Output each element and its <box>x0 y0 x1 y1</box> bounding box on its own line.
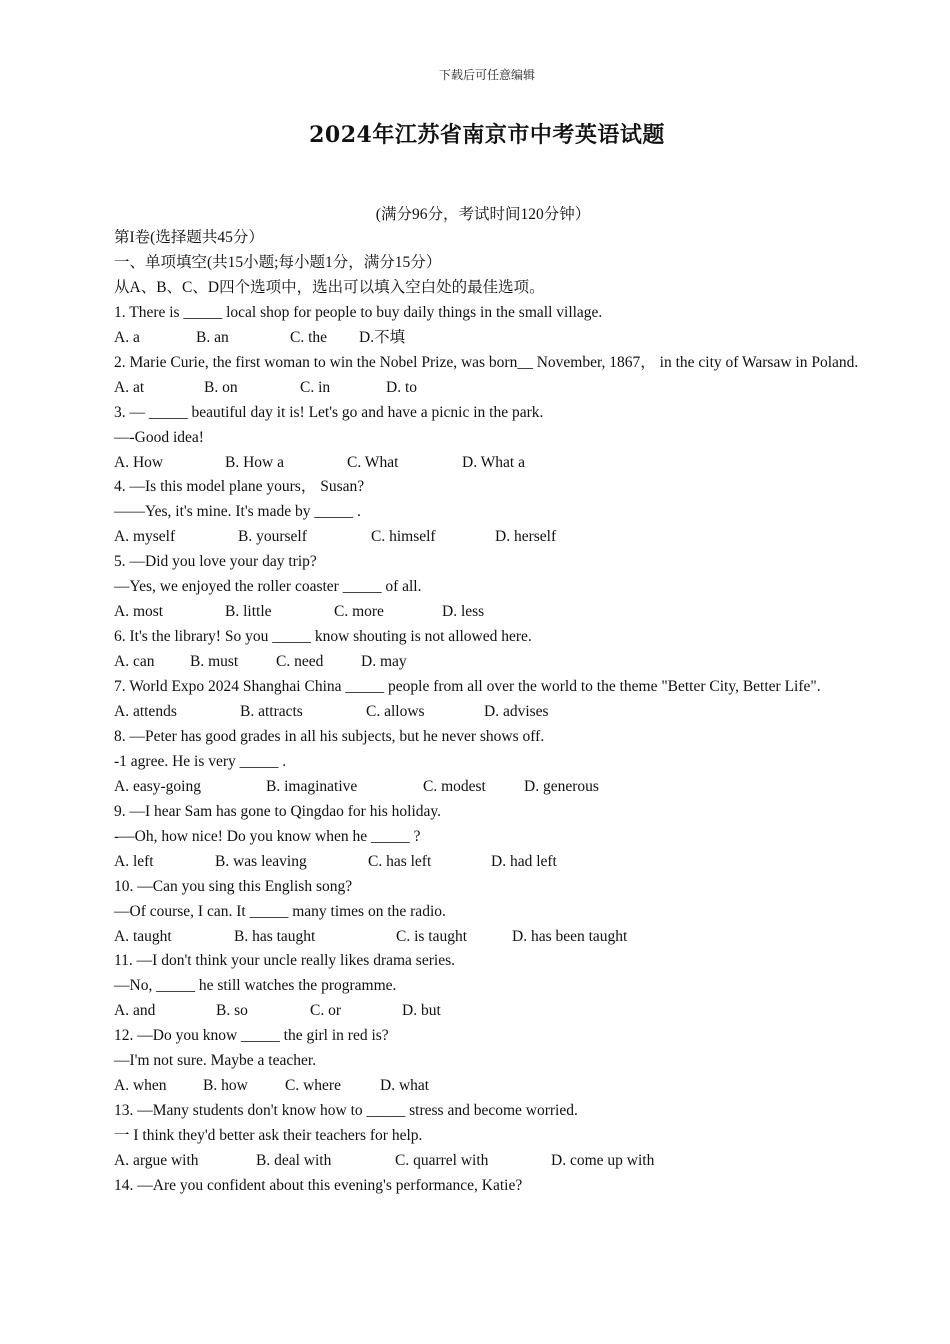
answer-option: B. an <box>196 328 229 346</box>
question-dialogue-line: —No, _____ he still watches the programme. <box>114 977 397 995</box>
question-stem: 4. —Is this model plane yours， Susan? <box>114 478 365 496</box>
answer-option: A. easy-going <box>114 777 201 795</box>
answer-option: C. allows <box>366 703 425 721</box>
answer-option: A. How <box>114 453 164 471</box>
answer-option: A. a <box>114 328 140 346</box>
question-item <box>114 875 866 950</box>
answer-option: B. so <box>216 1002 248 1020</box>
answer-option: A. attends <box>114 703 177 721</box>
answer-option: B. how <box>203 1077 248 1095</box>
answer-option: C. What <box>347 453 399 471</box>
instruction-text: 从A、B、C、D四个选项中，选出可以填入空白处的最佳选项。 <box>114 278 545 296</box>
question-stem: 9. —I hear Sam has gone to Qingdao for his holiday. <box>114 802 442 820</box>
question-dialogue-line: —-Good idea! <box>114 428 204 446</box>
question-item <box>114 800 866 875</box>
question-dialogue-line: -1 agree. He is very _____ . <box>114 752 287 770</box>
answer-option: D. less <box>442 603 485 621</box>
answer-option: C. need <box>276 653 324 671</box>
section-heading: 第I卷(选择题共45分） <box>114 229 264 246</box>
answer-option: B. little <box>225 603 272 621</box>
question-dialogue-line: 一 I think they'd better ask their teachers for help. <box>114 1127 423 1145</box>
answer-options <box>114 650 866 675</box>
question-list <box>114 301 866 1199</box>
answer-options <box>114 600 866 625</box>
question-item <box>114 625 866 675</box>
question-stem: 5. —Did you love your day trip? <box>114 553 317 571</box>
answer-option: A. left <box>114 852 154 870</box>
question-stem: 12. —Do you know _____ the girl in red is? <box>114 1027 389 1045</box>
question-stem: 3. — _____ beautiful day it is! Let's go and have a picnic in the park. <box>114 403 544 421</box>
question-item <box>114 475 866 550</box>
answer-option: C. modest <box>423 777 486 795</box>
answer-options <box>114 925 866 950</box>
answer-option: D. has been taught <box>512 927 628 945</box>
answer-option: A. and <box>114 1002 156 1020</box>
document-body <box>114 226 866 1199</box>
answer-option: D. to <box>386 378 417 396</box>
answer-option: C. or <box>310 1002 341 1020</box>
question-item <box>114 1099 866 1174</box>
answer-option: C. quarrel with <box>395 1152 489 1170</box>
answer-option: A. at <box>114 378 145 396</box>
answer-option: A. can <box>114 653 155 671</box>
question-dialogue-line: —Of course, I can. It _____ many times on the radio. <box>114 902 446 920</box>
answer-option: B. on <box>204 378 238 396</box>
question-stem: 1. There is _____ local shop for people to buy daily things in the small village. <box>114 303 603 321</box>
answer-option: D. may <box>361 653 407 671</box>
answer-option: A. most <box>114 603 164 621</box>
question-item <box>114 949 866 1024</box>
question-item <box>114 351 866 401</box>
question-item <box>114 675 866 725</box>
answer-options <box>114 1074 866 1099</box>
question-dialogue-line: —I'm not sure. Maybe a teacher. <box>114 1052 317 1070</box>
answer-option: C. where <box>285 1077 341 1095</box>
question-item <box>114 1174 866 1199</box>
answer-option: A. taught <box>114 927 172 945</box>
question-item <box>114 1024 866 1099</box>
answer-option: B. yourself <box>238 528 307 546</box>
header-note: 下载后可任意编辑 <box>438 68 535 82</box>
question-dialogue-line: —Yes, we enjoyed the roller coaster _____ of all. <box>114 578 422 596</box>
question-stem: 13. —Many students don't know how to _____ stress and become worried. <box>114 1102 578 1120</box>
question-stem: 11. —I don't think your uncle really likes drama series. <box>114 952 455 970</box>
answer-options <box>114 525 866 550</box>
page-title: 2024年江苏省南京市中考英语试题 <box>309 122 665 148</box>
answer-option: C. has left <box>368 852 432 870</box>
answer-option: D. had left <box>491 852 557 870</box>
answer-options <box>114 451 866 476</box>
answer-option: B. deal with <box>256 1152 332 1170</box>
question-stem: 6. It's the library! So you _____ know shouting is not allowed here. <box>114 628 532 646</box>
answer-options <box>114 376 866 401</box>
answer-options <box>114 326 866 351</box>
question-dialogue-line: -—Oh, how nice! Do you know when he _____ ? <box>114 827 421 845</box>
answer-option: B. How a <box>225 453 284 471</box>
answer-option: D. what <box>380 1077 430 1095</box>
answer-options <box>114 1149 866 1174</box>
answer-option: D.不填 <box>359 328 406 346</box>
answer-option: D. What a <box>462 453 525 471</box>
answer-option: A. argue with <box>114 1152 199 1170</box>
question-item <box>114 725 866 800</box>
answer-options <box>114 999 866 1024</box>
answer-option: D. come up with <box>551 1152 655 1170</box>
question-stem: 2. Marie Curie, the first woman to win the Nobel Prize, was born__ November, 1867， in the city of Warsaw in Poland. <box>114 353 859 371</box>
question-item <box>114 401 866 476</box>
answer-option: A. when <box>114 1077 167 1095</box>
answer-option: B. has taught <box>234 927 316 945</box>
answer-option: C. is taught <box>396 927 468 945</box>
answer-option: D. herself <box>495 528 557 546</box>
part-heading: 一、单项填空(共15小题;每小题1分，满分15分） <box>114 253 442 271</box>
exam-subtitle: (满分96分，考试时间120分钟） <box>375 206 591 223</box>
answer-option: C. the <box>290 328 328 346</box>
answer-option: B. imaginative <box>266 777 358 795</box>
answer-option: C. in <box>300 378 331 396</box>
question-dialogue-line: ——Yes, it's mine. It's made by _____ . <box>114 503 361 521</box>
question-stem: 8. —Peter has good grades in all his subjects, but he never shows off. <box>114 727 545 745</box>
question-item <box>114 301 866 351</box>
answer-option: C. more <box>334 603 384 621</box>
question-stem: 14. —Are you confident about this evening's performance, Katie? <box>114 1177 523 1195</box>
answer-options <box>114 775 866 800</box>
answer-option: A. myself <box>114 528 176 546</box>
answer-option: B. must <box>190 653 239 671</box>
question-stem: 10. —Can you sing this English song? <box>114 877 353 895</box>
answer-option: B. attracts <box>240 703 303 721</box>
answer-option: D. advises <box>484 703 549 721</box>
answer-option: D. but <box>402 1002 441 1020</box>
question-item <box>114 550 866 625</box>
answer-options <box>114 850 866 875</box>
answer-option: B. was leaving <box>215 852 307 870</box>
answer-options <box>114 700 866 725</box>
question-stem: 7. World Expo 2024 Shanghai China _____ people from all over the world to the theme "Better City, Better Life". <box>114 678 821 696</box>
answer-option: C. himself <box>371 528 436 546</box>
answer-option: D. generous <box>524 777 599 795</box>
